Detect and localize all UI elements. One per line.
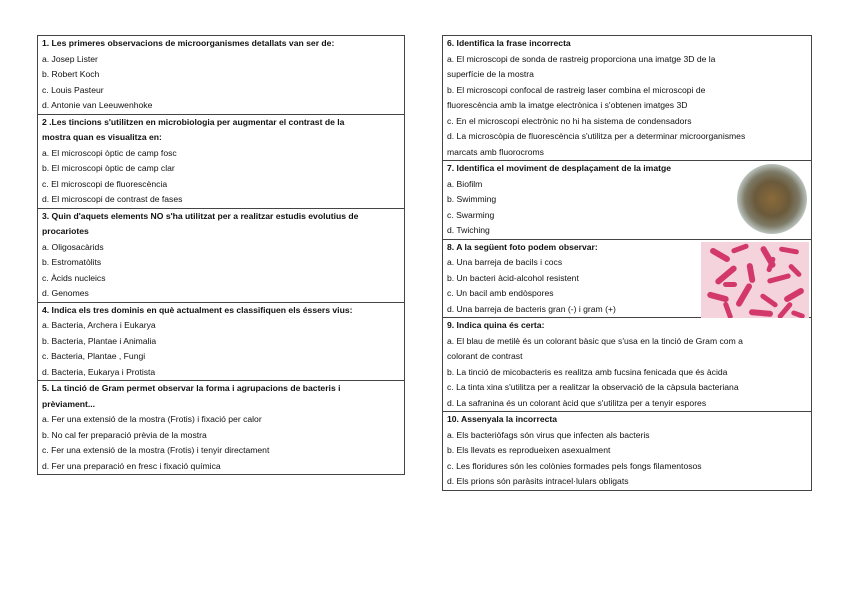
gram-stain-micrograph-image	[701, 242, 809, 318]
answer-option: a. Biofilm	[447, 178, 483, 189]
question-box	[37, 381, 405, 475]
question-box	[442, 35, 812, 161]
answer-option: marcats amb fluorocroms	[447, 146, 544, 157]
question-box	[442, 161, 812, 240]
answer-option: c. Bacteria, Plantae , Fungi	[42, 351, 146, 361]
answer-option: d. Fer una preparació en fresc i fixació química	[42, 460, 221, 471]
bacillus-shape	[746, 262, 755, 283]
answer-option: c. El microscopi de fluorescència	[42, 178, 168, 189]
bacillus-shape	[791, 309, 806, 317]
bacillus-shape	[749, 308, 773, 316]
answer-option: d. Twiching	[447, 225, 490, 235]
answer-option: a. Els bacteriòfags són virus que infecten als bacteris	[447, 429, 650, 440]
question-text: 9. Indica quina és certa:	[447, 320, 545, 330]
answer-option: b. No cal fer preparació prèvia de la mostra	[42, 429, 207, 440]
question-text: 1. Les primeres observacions de microorganismes detallats van ser de:	[42, 38, 335, 48]
question-text: prèviament...	[42, 398, 96, 409]
question-text: 5. La tinció de Gram permet observar la forma i agrupacions de bacteris i	[42, 383, 341, 393]
question-text: 3. Quin d'aquets elements NO s'ha utilitzat per a realitzar estudis evolutius de	[42, 210, 359, 221]
answer-option: c. La tinta xina s'utilitza per a realitzar la observació de la càpsula bacteriana	[447, 382, 739, 392]
answer-option: a. Fer una extensió de la mostra (Frotis) i fixació per calor	[42, 414, 262, 424]
question-text: procariotes	[42, 226, 89, 236]
answer-option: d. El microscopi de contrast de fases	[42, 194, 183, 204]
answer-option: d. La microscòpia de fluorescència s'utilitza per a determinar microorganismes	[447, 131, 746, 141]
bacillus-shape	[779, 246, 800, 254]
answer-option: d. Bacteria, Eukarya i Protista	[42, 366, 156, 377]
answer-option: a. El microscopi de sonda de rastreig proporciona una imatge 3D de la	[447, 53, 716, 64]
answer-option: a. Una barreja de bacils i cocs	[447, 257, 563, 267]
answer-option: b. Estromatòlits	[42, 257, 102, 267]
bacillus-shape	[707, 291, 730, 302]
answer-option: d. Una barreja de bacteris gran (-) i gram (+)	[447, 303, 616, 314]
answer-option: a. El blau de metilè és un colorant bàsic que s'usa en la tinció de Gram com a	[447, 335, 743, 346]
answer-option: c. Les floridures són les colònies formades pels fongs filamentosos	[447, 460, 702, 471]
bacillus-shape	[709, 246, 731, 262]
answer-option: colorant de contrast	[447, 351, 523, 361]
question-box	[442, 240, 812, 319]
answer-option: b. Robert Koch	[42, 69, 100, 79]
answer-option: b. Swimming	[447, 194, 497, 204]
bacillus-shape	[731, 243, 750, 254]
bacillus-shape	[759, 292, 778, 308]
answer-option: d. Antonie van Leeuwenhoke	[42, 100, 153, 110]
answer-option: c. Fer una extensió de la mostra (Frotis) i tenyir directament	[42, 445, 270, 455]
answer-option: fluorescència amb la imatge electrònica i s'obtenen imatges 3D	[447, 100, 688, 110]
answer-option: d. Genomes	[42, 288, 89, 298]
right-question-column	[442, 35, 812, 491]
bacillus-shape	[777, 301, 794, 318]
answer-option: superfície de la mostra	[447, 69, 534, 79]
answer-option: a. El microscopi òptic de camp fosc	[42, 147, 177, 158]
bacillus-shape	[783, 286, 805, 302]
answer-option: b. Un bacteri àcid-alcohol resistent	[447, 272, 579, 283]
question-text: 10. Assenyala la incorrecta	[447, 414, 558, 424]
answer-option: a. Josep Lister	[42, 53, 98, 64]
question-box	[37, 209, 405, 303]
answer-option: b. La tinció de micobacteris es realitza amb fucsina fenicada que és àcida	[447, 366, 728, 377]
question-box	[37, 303, 405, 382]
question-text: 8. A la següent foto podem observar:	[447, 241, 598, 252]
answer-option: b. El microscopi òptic de camp clar	[42, 163, 175, 173]
question-box	[442, 318, 812, 412]
answer-option: c. Louis Pasteur	[42, 84, 104, 95]
answer-option: c. Àcids nucleics	[42, 272, 106, 283]
answer-option: b. Bacteria, Plantae i Animalia	[42, 335, 157, 346]
question-text: 4. Indica els tres dominis en què actualment es classifiquen els éssers vius:	[42, 304, 353, 315]
bacillus-shape	[723, 301, 734, 318]
question-text: 6. Identifica la frase incorrecta	[447, 38, 571, 48]
answer-option: b. El microscopi confocal de rastreig laser combina el microscopi de	[447, 84, 706, 95]
question-text: mostra quan es visualitza en:	[42, 132, 162, 142]
question-box	[442, 412, 812, 491]
bacillus-shape	[735, 282, 753, 308]
answer-option: a. Oligosacàrids	[42, 241, 104, 252]
bacillus-shape	[723, 282, 737, 287]
question-box	[37, 35, 405, 115]
answer-option: b. Els llevats es reprodueixen asexualment	[447, 445, 611, 455]
answer-option: c. Swarming	[447, 209, 495, 220]
bacillus-shape	[767, 272, 791, 283]
petri-dish-image	[737, 164, 807, 234]
left-question-column	[37, 35, 405, 475]
question-text: 2 .Les tincions s'utilitzen en microbiologia per augmentar el contrast de la	[42, 116, 345, 127]
question-box	[37, 115, 405, 209]
answer-option: c. Un bacil amb endòspores	[447, 288, 554, 298]
answer-option: d. Els prions són paràsits intracel·lulars obligats	[447, 476, 629, 486]
answer-option: a. Bacteria, Archera i Eukarya	[42, 320, 156, 330]
question-text: 7. Identifica el moviment de desplaçament de la imatge	[447, 163, 671, 173]
answer-option: d. La safranina és un colorant àcid que s'utilitza per a tenyir espores	[447, 397, 707, 408]
answer-option: c. En el microscopi electrònic no hi ha sistema de condensadors	[447, 115, 692, 126]
